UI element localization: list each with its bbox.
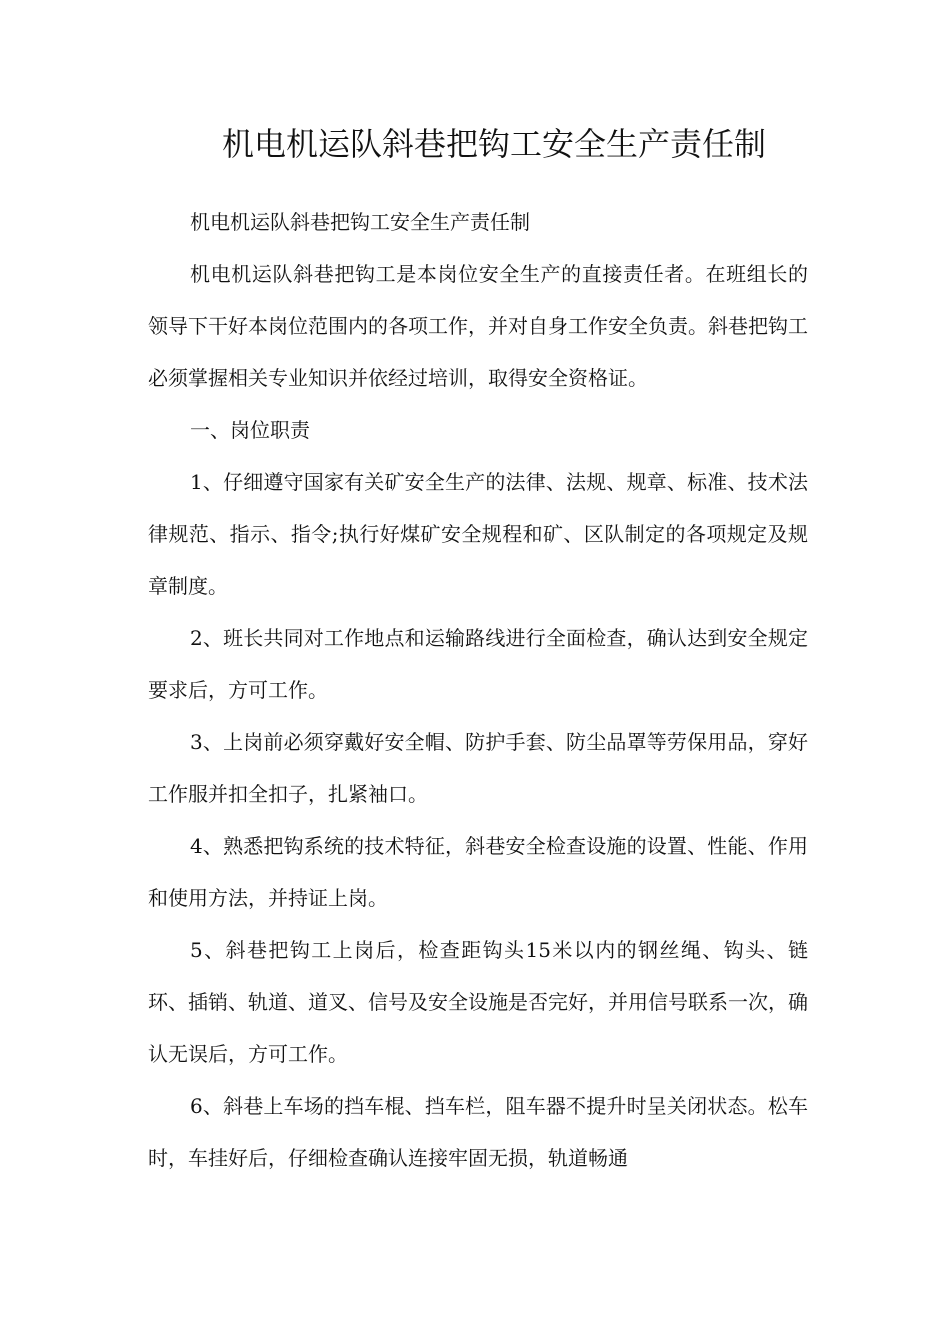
paragraph-item-3: 3、上岗前必须穿戴好安全帽、防护手套、防尘品罩等劳保用品，穿好工作服并扣全扣子，扎紧袖口。 — [148, 730, 808, 806]
section-heading-duties: 一、岗位职责 — [190, 418, 310, 442]
paragraph-intro: 机电机运队斜巷把钩工是本岗位安全生产的直接责任者。在班组长的领导下干好本岗位范围内的各项工作，并对自身工作安全负责。斜巷把钩工必须掌握相关专业知识并依经过培训，取得安全资格证。 — [148, 262, 808, 390]
paragraph-item-2: 2、班长共同对工作地点和运输路线进行全面检查，确认达到安全规定要求后，方可工作。 — [148, 626, 808, 702]
paragraph-item-5: 5、斜巷把钩工上岗后，检查距钩头15米以内的钢丝绳、钩头、链环、插销、轨道、道叉、信号及安全设施是否完好，并用信号联系一次，确认无误后，方可工作。 — [148, 938, 808, 1066]
paragraph-item-6: 6、斜巷上车场的挡车棍、挡车栏，阻车器不提升时呈关闭状态。松车时，车挂好后，仔细检查确认连接牢固无损，轨道畅通 — [148, 1094, 808, 1170]
document-body — [148, 196, 808, 1184]
paragraph-subtitle: 机电机运队斜巷把钩工安全生产责任制 — [190, 210, 530, 234]
document-title: 机电机运队斜巷把钩工安全生产责任制 — [222, 125, 767, 163]
paragraph-item-4: 4、熟悉把钩系统的技术特征，斜巷安全检查设施的设置、性能、作用和使用方法，并持证上岗。 — [148, 834, 808, 910]
paragraph-item-1: 1、仔细遵守国家有关矿安全生产的法律、法规、规章、标准、技术法律规范、指示、指令;执行好煤矿安全规程和矿、区队制定的各项规定及规章制度。 — [148, 470, 808, 598]
